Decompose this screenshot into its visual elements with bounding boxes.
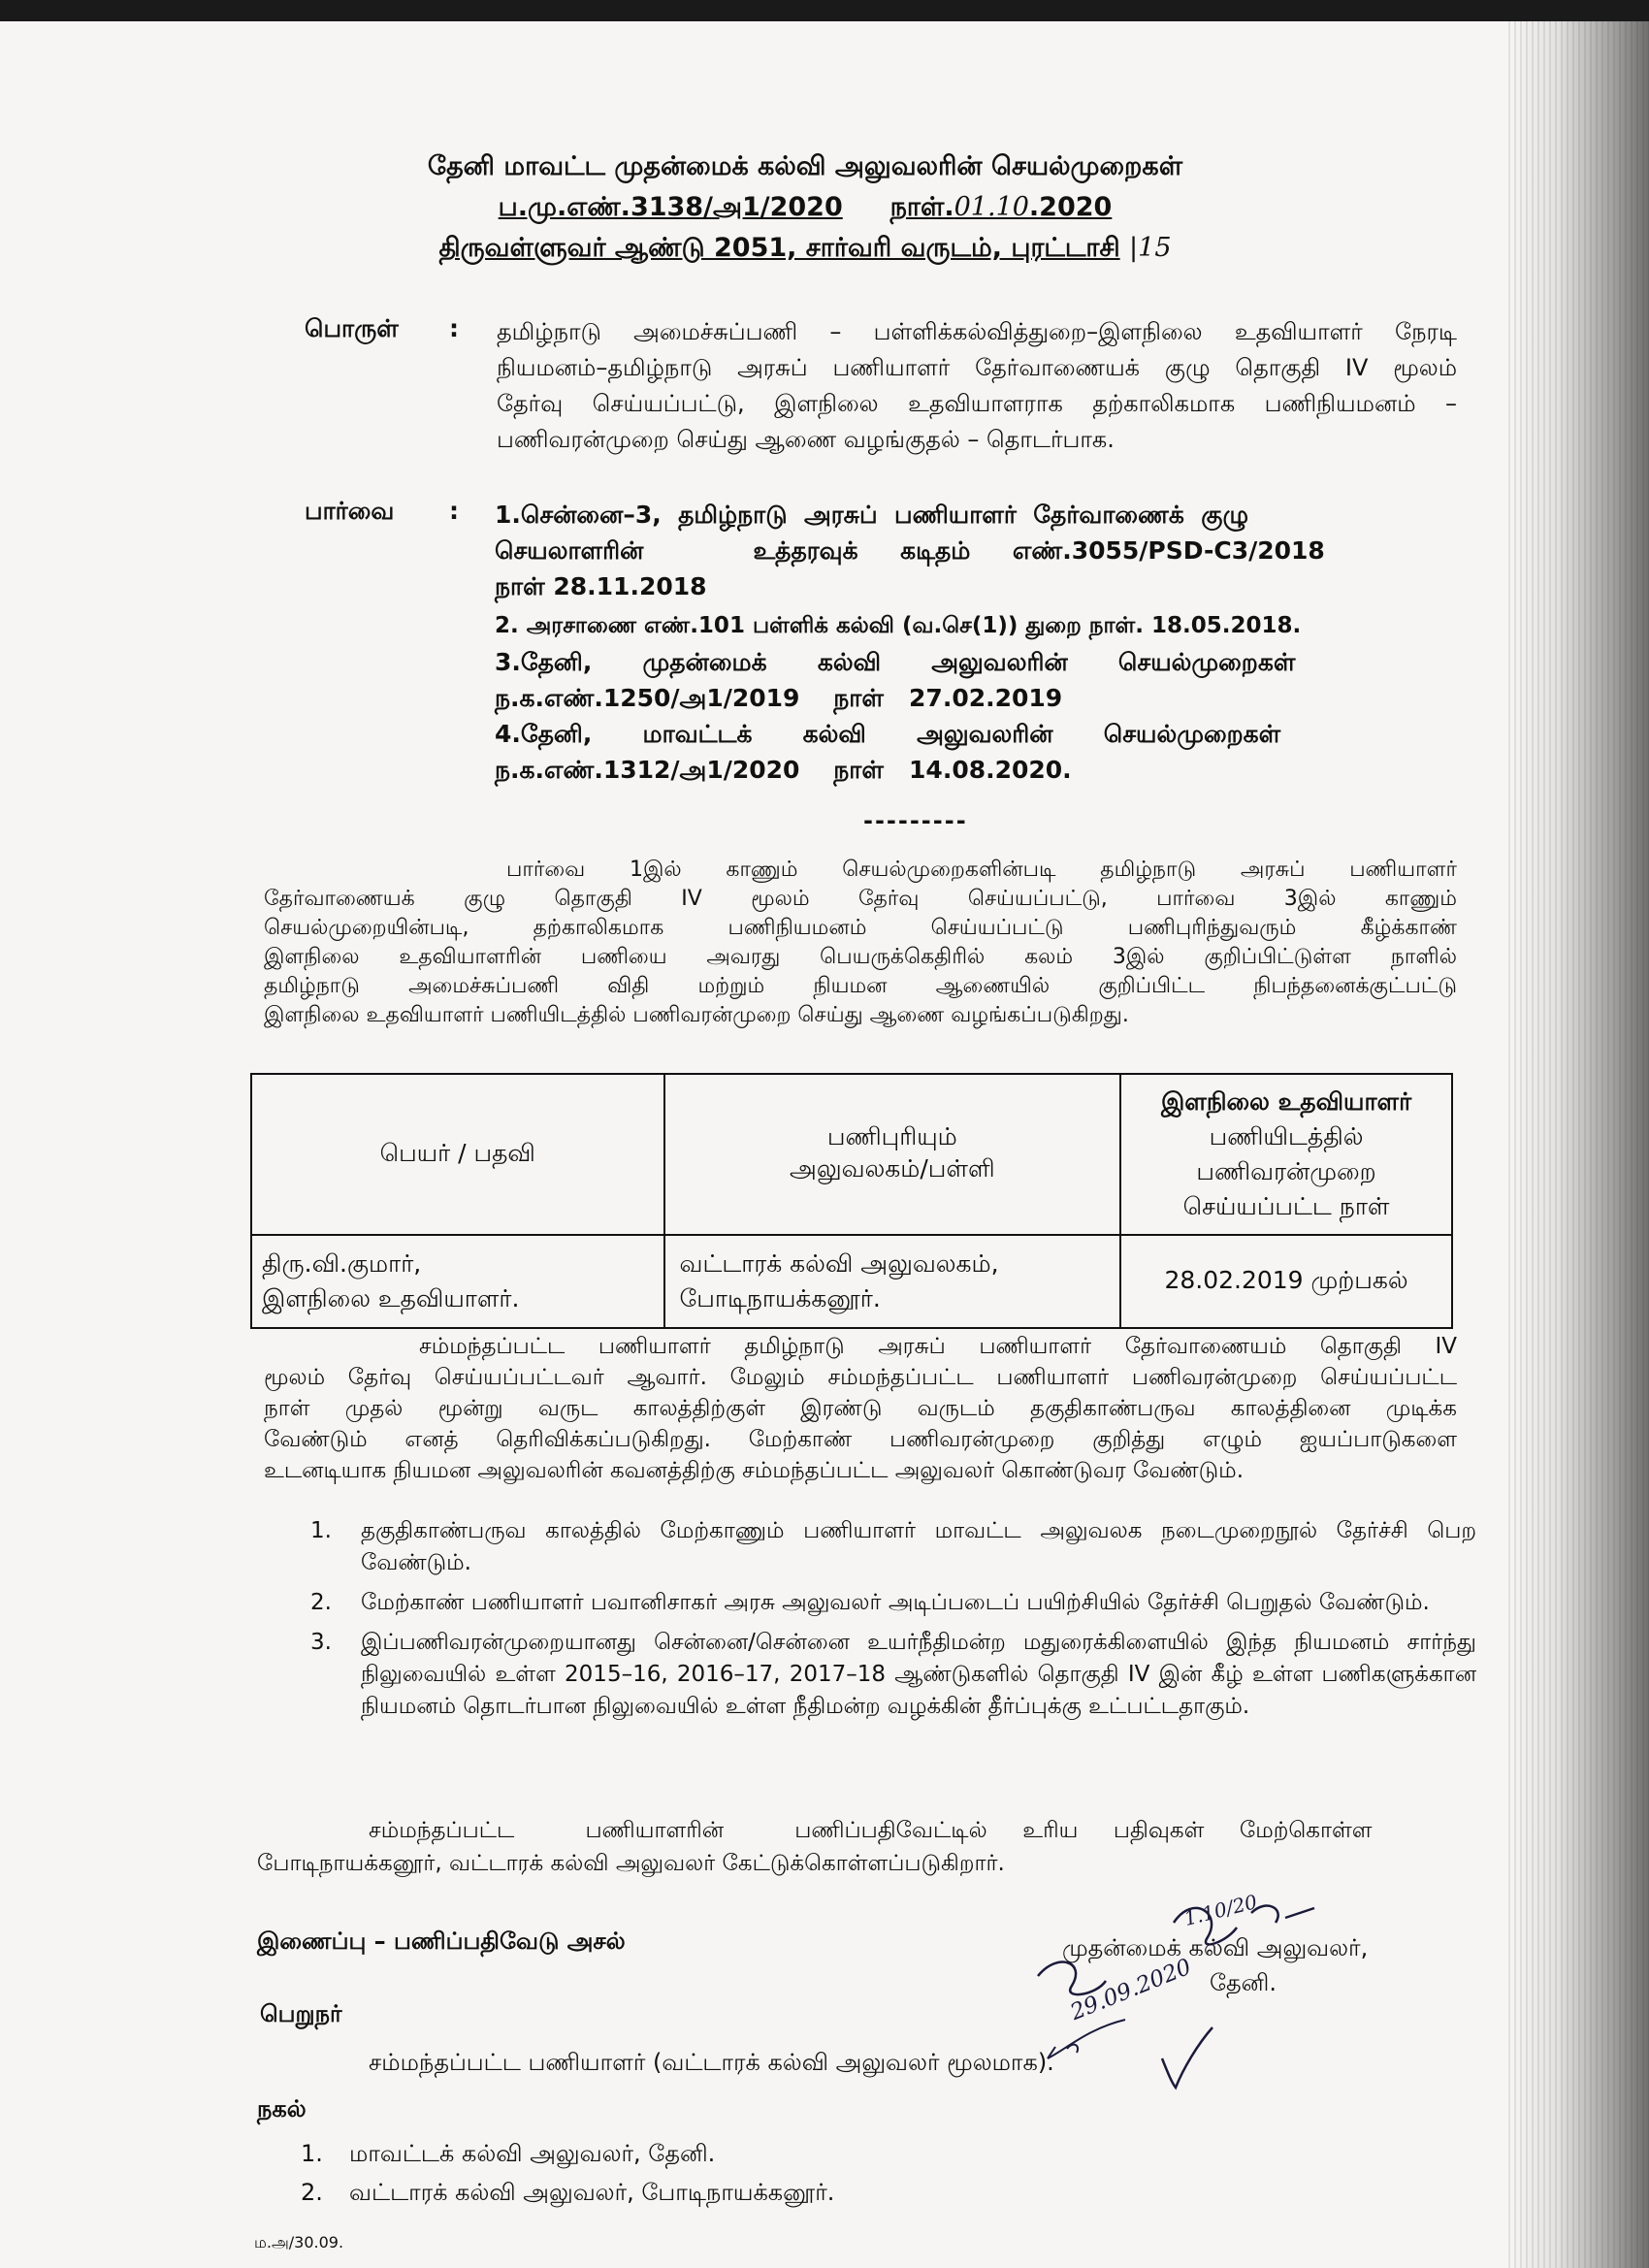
reference-3-line-1: 3.தேனி, முதன்மைக் கல்வி அலுவலரின் செயல்முறைகள் — [495, 648, 1296, 676]
handwritten-initials: 1.10/20 — [1181, 1890, 1260, 1930]
intro-line: தேர்வாணையக் குழு தொகுதி IV மூலம் தேர்வு செய்யப்பட்டு, பார்வை 3இல் காணும் — [264, 887, 1457, 911]
document-page — [0, 21, 1649, 2268]
recipient-label: பெறுநர் — [260, 2000, 342, 2027]
handwritten-day: 15 — [1138, 233, 1172, 263]
reference-label: பார்வை — [305, 497, 395, 525]
intro-line: தமிழ்நாடு அமைச்சுப்பணி விதி மற்றும் நியமன ஆணையில் குறிப்பிட்ட நிபந்தனைக்குட்பட்டு — [264, 974, 1457, 998]
para2-line: உடனடியாக நியமன அலுவலரின் கவனத்திற்கு சம்மந்தப்பட்ட அலுவலர் கொண்டுவர வேண்டும். — [264, 1458, 1245, 1483]
subject-text — [497, 314, 1457, 458]
signatory-place: தேனி. — [1210, 1969, 1277, 1996]
table-cell-name: திரு.வி.குமார், இளநிலை உதவியாளர். — [251, 1235, 664, 1328]
document-title: தேனி மாவட்ட முதன்மைக் கல்வி அலுவலரின் செயல்முறைகள் — [427, 151, 1183, 181]
copy-item: 1. மாவட்டக் கல்வி அலுவலர், தேனி. — [301, 2140, 716, 2167]
scan-edge-shadow — [1508, 21, 1649, 2268]
recipient-text: சம்மந்தப்பட்ட பணியாளர் (வட்டாரக் கல்வி அலுவலர் மூலமாக). — [369, 2049, 1054, 2076]
subject-label: பொருள் — [305, 314, 399, 342]
reference-3-line-2: ந.க.எண்.1250/அ1/2019 நாள் 27.02.2019 — [495, 684, 1063, 712]
signatory-designation: முதன்மைக் கல்வி அலுவலர், — [1062, 1934, 1369, 1961]
para2-line: சம்மந்தப்பட்ட பணியாளர் தமிழ்நாடு அரசுப் பணியாளர் தேர்வாணையம் தொகுதி IV — [419, 1334, 1457, 1359]
para3-line: போடிநாயக்கனூர், வட்டாரக் கல்வி அலுவலர் கேட்டுக்கொள்ளப்படுகிறார். — [257, 1851, 1005, 1876]
para2-line: வேண்டும் எனத் தெரிவிக்கப்படுகிறது. மேற்காண் பணிவரன்முறை குறித்து எழும் ஐயப்பாடுகளை — [264, 1427, 1457, 1452]
reference-number: ப.மு.எண்.3138/அ1/2020 — [498, 192, 843, 222]
footer-note: ம.அ/30.09. — [254, 2233, 344, 2252]
subject-line: பணிவரன்முறை செய்து ஆணை வழங்குதல் – தொடர்பாக. — [497, 426, 1115, 453]
table-header-date: இளநிலை உதவியாளர் பணியிடத்தில் பணிவரன்முறை செய்யப்பட்ட நாள் — [1120, 1074, 1452, 1235]
condition-item: 2. மேற்காண் பணியாளர் பவானிசாகர் அரசு அலுவலர் அடிப்படைப் பயிற்சியில் தேர்ச்சி பெறுதல் வேண்டும். — [310, 1590, 1430, 1615]
subject-line: தேர்வு செய்யப்பட்டு, இளநிலை உதவியாளராக தற்காலிகமாக பணிநியமனம் – — [497, 390, 1457, 417]
table-header-office: பணிபுரியும் அலுவலகம்/பள்ளி — [664, 1074, 1121, 1235]
table-header-name: பெயர் / பதவி — [251, 1074, 664, 1235]
enclosure-note: இணைப்பு – பணிப்பதிவேடு அசல் — [257, 1928, 626, 1955]
intro-line: செயல்முறையின்படி, தற்காலிகமாக பணிநியமனம் செய்யப்பட்டு பணிபுரிந்துவரும் கீழ்க்காண் — [264, 916, 1457, 940]
subject-line: தமிழ்நாடு அமைச்சுப்பணி – பள்ளிக்கல்வித்துறை–இளநிலை உதவியாளர் நேரடி — [497, 318, 1457, 345]
reference-1-line-3: நாள் 28.11.2018 — [495, 572, 707, 600]
intro-line: பார்வை 1இல் காணும் செயல்முறைகளின்படி தமிழ்நாடு அரசுப் பணியாளர் — [506, 858, 1457, 882]
copy-item: 2. வட்டாரக் கல்வி அலுவலர், போடிநாயக்கனூர். — [301, 2179, 835, 2206]
reference-1-line-1: 1.சென்னை–3, தமிழ்நாடு அரசுப் பணியாளர் தேர்வாணைக் குழு — [495, 501, 1249, 529]
subject-colon: : — [449, 314, 459, 342]
condition-item: 1. தகுதிகாண்பருவ காலத்தில் மேற்காணும் பணியாளர் மாவட்ட அலுவலக நடைமுறைநூல் தேர்ச்சி பெற வேண்டும். — [310, 1518, 1476, 1575]
tamil-year-text: திருவள்ளுவர் ஆண்டு 2051, சார்வரி வருடம், புரட்டாசி — [438, 233, 1120, 263]
reference-4-line-2: ந.க.எண்.1312/அ1/2020 நாள் 14.08.2020. — [495, 756, 1072, 784]
intro-line: இளநிலை உதவியாளரின் பணியை அவரது பெயருக்கெதிரில் கலம் 3இல் குறிப்பிட்டுள்ள நாளில் — [264, 945, 1457, 969]
obligation-paragraph — [264, 1331, 1457, 1486]
intro-line: இளநிலை உதவியாளர் பணியிடத்தில் பணிவரன்முறை செய்து ஆணை வழங்கப்படுகிறது. — [264, 1003, 1129, 1027]
copy-label: நகல் — [257, 2095, 307, 2122]
para2-line: நாள் முதல் மூன்று வருட காலத்திற்குள் இரண்டு வருடம் தகுதிகாண்பருவ காலத்தினை முடிக்க — [264, 1396, 1457, 1421]
reference-colon: : — [449, 497, 459, 525]
handwritten-date: 01.10 — [954, 192, 1029, 222]
table-row — [251, 1235, 1452, 1328]
handwritten-signature-date: 29.09.2020 — [1067, 1954, 1195, 2026]
para2-line: மூலம் தேர்வு செய்யப்பட்டவர் ஆவார். மேலும் சம்மந்தப்பட்ட பணியாளர் பணிவரன்முறை செய்யப்பட்ட — [264, 1365, 1457, 1390]
reference-list — [495, 497, 1455, 788]
para3-line: சம்மந்தப்பட்ட பணியாளரின் பணிப்பதிவேட்டில் உரிய பதிவுகள் மேற்கொள்ள — [369, 1818, 1373, 1843]
table-header-row — [251, 1074, 1452, 1235]
reference-2: 2. அரசாணை எண்.101 பள்ளிக் கல்வி (வ.செ(1)) துறை நாள். 18.05.2018. — [495, 613, 1302, 638]
service-register-paragraph — [257, 1814, 1474, 1880]
conditions-list — [264, 1515, 1476, 1731]
reference-number-line — [320, 192, 1290, 226]
tamil-year-line: திருவள்ளுவர் ஆண்டு 2051, சார்வரி வருடம், புரட்டாசி |15 — [438, 233, 1172, 263]
table-cell-date: 28.02.2019 முற்பகல் — [1120, 1235, 1452, 1328]
condition-item: 3. இப்பணிவரன்முறையானது சென்னை/சென்னை உயர்நீதிமன்ற மதுரைக்கிளையில் இந்த நியமனம் சார்ந்து நிலுவையில் உள்ள 2015–16, 2016–17, 2017–18 ஆண்டுகளில் தொகுதி IV இன் கீழ் உள்ள பணிகளுக்கான நியமனம் தொடர்பான நிலுவையில் உள்ள நீதிமன்ற வழக்கின் தீர்ப்புக்கு உட்பட்டதாகும். — [310, 1630, 1476, 1719]
intro-paragraph — [264, 856, 1457, 1030]
reference-date: நாள்.01.10.2020 — [889, 192, 1113, 222]
table-cell-office: வட்டாரக் கல்வி அலுவலகம், போடிநாயக்கனூர். — [664, 1235, 1121, 1328]
separator-line: --------- — [863, 807, 968, 834]
reference-1-line-2: செயலாளரின் உத்தரவுக் கடிதம் எண்.3055/PSD-C3/2018 — [495, 536, 1325, 565]
copy-list — [301, 2134, 834, 2212]
reference-4-line-1: 4.தேனி, மாவட்டக் கல்வி அலுவலரின் செயல்முறைகள் — [495, 720, 1281, 748]
tick-mark — [1154, 2020, 1222, 2097]
subject-line: நியமனம்–தமிழ்நாடு அரசுப் பணியாளர் தேர்வாணையக் குழு தொகுதி IV மூலம் — [497, 354, 1457, 381]
regularisation-table — [250, 1073, 1453, 1329]
